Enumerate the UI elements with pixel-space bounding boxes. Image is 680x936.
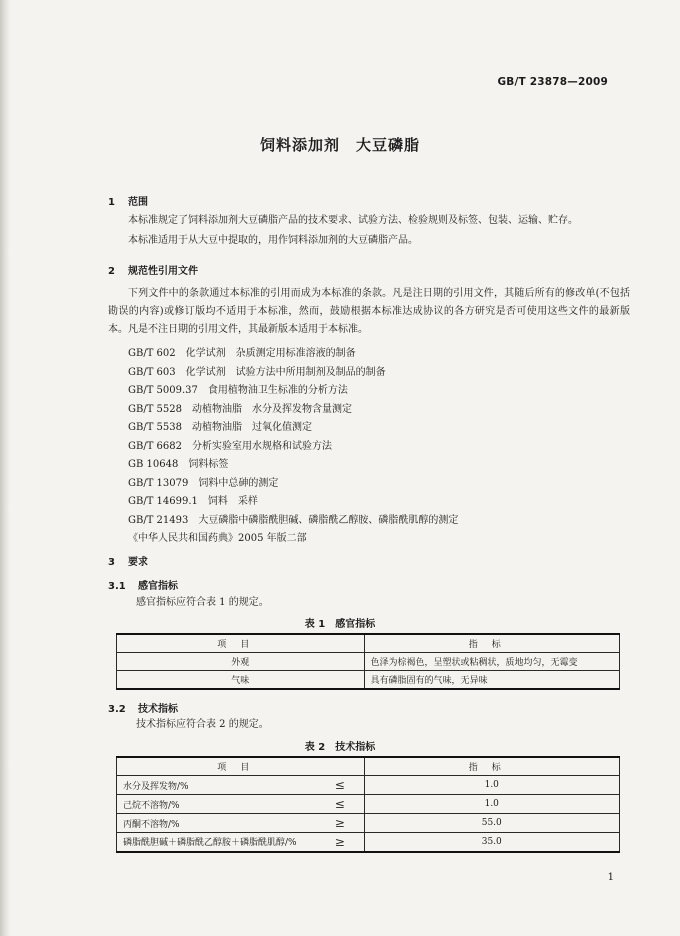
index-cell: 具有磷脂固有的气味，无异味 [364, 671, 620, 690]
reference-item: GB/T 14699.1 饲料 采样 [128, 496, 258, 507]
table-row [117, 814, 620, 833]
reference-item: GB/T 21493 大豆磷脂中磷脂酰胆碱、磷脂酰乙醇胺、磷脂酰肌醇的测定 [128, 514, 459, 526]
reference-item: GB 10648 饲料标签 [128, 459, 229, 470]
section-1-paragraph-2: 本标准适用于从大豆中提取的，用作饲料添加剂的大豆磷脂产品。 [128, 235, 418, 246]
reference-item: 《中华人民共和国药典》2005 年版二部 [128, 533, 307, 544]
section-2-paragraph: 下列文件中的条款通过本标准的引用而成为本标准的条款。凡是注日期的引用文件，其随后所有的修改单(不包括勘误的内容)或修订版均不适用于本标准，然而，鼓励根据本标准达成协议的各方研究是否可使用这些文件的最新版本。凡是不注日期的引用文件，其最新版本适用于本标准。 [108, 288, 630, 335]
subsection-3-1-heading [108, 577, 178, 592]
subsection-3-1-paragraph: 感官指标应符合表 1 的规定。 [136, 597, 269, 608]
reference-item: GB/T 602 化学试剂 杂质测定用标准溶液的制备 [128, 348, 356, 359]
page-number: 1 [607, 872, 614, 883]
table-1-caption: 表 1 感官指标 [304, 619, 376, 630]
section-3-heading [108, 553, 148, 568]
header-item: 项目 [117, 634, 365, 653]
item-cell: 水分及挥发物/% [117, 776, 317, 795]
header-index: 指标 [364, 757, 619, 776]
section-number: 3 [108, 557, 115, 568]
subsection-title: 技术指标 [138, 704, 178, 715]
item-cell: 磷脂酰胆碱＋磷脂酰乙醇胺＋磷脂酰肌醇/% [117, 833, 317, 852]
index-cell: 色泽为棕褐色，呈塑状或粘稠状，质地均匀，无霉变 [364, 653, 620, 671]
value-cell: 1.0 [364, 776, 619, 795]
comparator-cell: ≤ [316, 795, 364, 814]
subsection-3-2-paragraph: 技术指标应符合表 2 的规定。 [136, 719, 269, 730]
comparator-cell: ≥ [316, 833, 364, 852]
section-1-paragraph-1: 本标准规定了饲料添加剂大豆磷脂产品的技术要求、试验方法、检验规则及标签、包装、运输、贮存。 [128, 215, 578, 226]
section-2-heading [108, 262, 198, 277]
section-title: 范围 [128, 197, 148, 208]
reference-list [128, 345, 628, 549]
comparator-cell: ≤ [316, 776, 364, 795]
reference-item: GB/T 603 化学试剂 试验方法中所用制剂及制品的制备 [128, 366, 386, 378]
reference-item: GB/T 6682 分析实验室用水规格和试验方法 [128, 440, 333, 452]
item-cell: 己烷不溶物/% [117, 795, 317, 814]
reference-item: GB/T 13079 饲料中总砷的测定 [128, 477, 279, 489]
header-index: 指标 [364, 634, 620, 653]
reference-item: GB/T 5538 动植物油脂 过氧化值测定 [128, 422, 313, 433]
table-row [117, 776, 620, 795]
subsection-number: 3.2 [108, 704, 126, 715]
table-header-row [117, 757, 620, 776]
header-item: 项目 [117, 757, 365, 776]
section-number: 1 [108, 197, 115, 208]
section-1-heading [108, 193, 148, 208]
item-cell: 气味 [117, 671, 365, 690]
item-cell: 外观 [117, 653, 365, 671]
table-2-caption: 表 2 技术指标 [304, 742, 376, 753]
sensory-index-table [116, 633, 620, 690]
table-row [117, 671, 620, 690]
section-title: 要求 [128, 557, 148, 568]
value-cell: 55.0 [364, 814, 619, 833]
document-title: 饲料添加剂 大豆磷脂 [259, 136, 420, 154]
reference-item: GB/T 5009.37 食用植物油卫生标准的分析方法 [128, 385, 348, 396]
comparator-cell: ≥ [316, 814, 364, 833]
technical-index-table [116, 756, 620, 853]
table-row [117, 653, 620, 671]
value-cell: 35.0 [364, 833, 619, 852]
subsection-title: 感官指标 [138, 581, 178, 592]
item-cell: 丙酮不溶物/% [117, 814, 317, 833]
section-number: 2 [108, 266, 115, 277]
subsection-3-2-heading [108, 700, 178, 715]
table-header-row [117, 634, 620, 653]
section-title: 规范性引用文件 [128, 266, 198, 277]
reference-item: GB/T 5528 动植物油脂 水分及挥发物含量测定 [128, 403, 353, 415]
standard-code: GB/T 23878—2009 [497, 76, 608, 88]
value-cell: 1.0 [364, 795, 619, 814]
table-row [117, 833, 620, 852]
subsection-number: 3.1 [108, 581, 126, 592]
table-row [117, 795, 620, 814]
